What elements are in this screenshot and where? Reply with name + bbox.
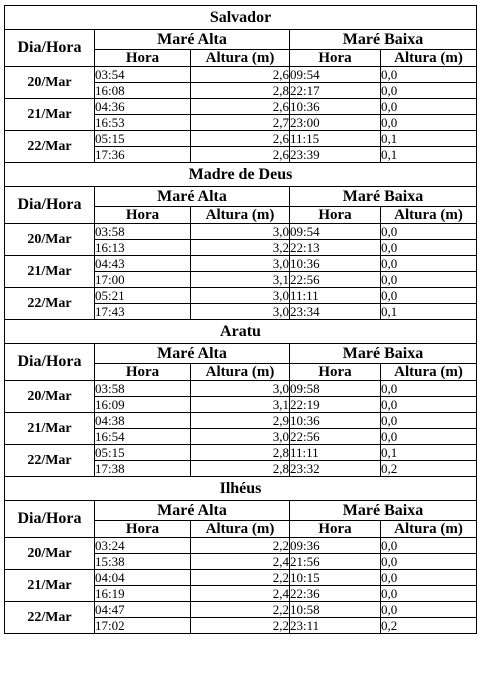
hora-alta-cell: 16:13: [95, 240, 191, 256]
altura-alta-header: Altura (m): [191, 50, 290, 67]
station-title: Madre de Deus: [5, 163, 477, 187]
table-row: [5, 413, 477, 429]
date-cell: 22/Mar: [5, 131, 95, 163]
mare-alta-header: Maré Alta: [95, 30, 290, 50]
hora-alta-cell: 04:38: [95, 413, 191, 429]
hora-alta-cell: 04:43: [95, 256, 191, 272]
altura-baixa-cell: 0,0: [381, 83, 477, 99]
table-row: [5, 381, 477, 397]
altura-alta-cell: 3,1: [191, 397, 290, 413]
mare-baixa-header: Maré Baixa: [290, 187, 477, 207]
hora-alta-cell: 16:53: [95, 115, 191, 131]
hora-baixa-cell: 09:58: [290, 381, 381, 397]
dia-hora-header: Dia/Hora: [5, 501, 95, 538]
station-title: Salvador: [5, 6, 477, 30]
altura-alta-cell: 3,0: [191, 288, 290, 304]
table-row: [5, 538, 477, 554]
hora-alta-cell: 17:00: [95, 272, 191, 288]
hora-baixa-cell: 23:00: [290, 115, 381, 131]
altura-baixa-header: Altura (m): [381, 521, 477, 538]
table-row: [5, 570, 477, 586]
group-header-row: [5, 344, 477, 364]
hora-alta-cell: 05:15: [95, 131, 191, 147]
altura-alta-cell: 2,8: [191, 445, 290, 461]
station-title-row: [5, 320, 477, 344]
altura-alta-cell: 3,2: [191, 240, 290, 256]
hora-alta-cell: 16:08: [95, 83, 191, 99]
hora-alta-cell: 03:24: [95, 538, 191, 554]
date-cell: 22/Mar: [5, 445, 95, 477]
hora-baixa-cell: 22:17: [290, 83, 381, 99]
hora-alta-cell: 17:43: [95, 304, 191, 320]
hora-baixa-header: Hora: [290, 521, 381, 538]
altura-alta-cell: 2,2: [191, 538, 290, 554]
altura-alta-cell: 2,4: [191, 586, 290, 602]
altura-baixa-cell: 0,0: [381, 240, 477, 256]
hora-baixa-cell: 10:36: [290, 413, 381, 429]
altura-alta-cell: 2,8: [191, 461, 290, 477]
altura-baixa-cell: 0,2: [381, 461, 477, 477]
altura-baixa-cell: 0,0: [381, 99, 477, 115]
altura-baixa-header: Altura (m): [381, 207, 477, 224]
altura-baixa-cell: 0,0: [381, 397, 477, 413]
altura-baixa-cell: 0,0: [381, 602, 477, 618]
altura-baixa-cell: 0,2: [381, 618, 477, 634]
table-row: [5, 445, 477, 461]
table-row: [5, 256, 477, 272]
dia-hora-header: Dia/Hora: [5, 344, 95, 381]
hora-alta-cell: 05:15: [95, 445, 191, 461]
altura-baixa-cell: 0,1: [381, 445, 477, 461]
station-title: Ilhéus: [5, 477, 477, 501]
altura-alta-cell: 2,4: [191, 554, 290, 570]
hora-baixa-cell: 09:54: [290, 224, 381, 240]
dia-hora-header: Dia/Hora: [5, 187, 95, 224]
hora-baixa-cell: 10:36: [290, 256, 381, 272]
mare-alta-header: Maré Alta: [95, 187, 290, 207]
altura-alta-cell: 2,6: [191, 131, 290, 147]
altura-alta-cell: 3,0: [191, 304, 290, 320]
altura-alta-cell: 3,0: [191, 381, 290, 397]
hora-baixa-cell: 22:56: [290, 429, 381, 445]
date-cell: 22/Mar: [5, 602, 95, 634]
hora-alta-cell: 17:02: [95, 618, 191, 634]
hora-baixa-header: Hora: [290, 364, 381, 381]
hora-baixa-cell: 09:36: [290, 538, 381, 554]
altura-baixa-cell: 0,0: [381, 224, 477, 240]
hora-baixa-cell: 22:56: [290, 272, 381, 288]
altura-alta-cell: 2,6: [191, 67, 290, 83]
table-row: [5, 602, 477, 618]
altura-baixa-cell: 0,0: [381, 115, 477, 131]
altura-alta-cell: 2,6: [191, 99, 290, 115]
hora-alta-header: Hora: [95, 521, 191, 538]
hora-baixa-cell: 10:36: [290, 99, 381, 115]
hora-alta-cell: 04:04: [95, 570, 191, 586]
mare-baixa-header: Maré Baixa: [290, 344, 477, 364]
altura-baixa-cell: 0,0: [381, 538, 477, 554]
altura-baixa-cell: 0,0: [381, 256, 477, 272]
altura-alta-cell: 3,0: [191, 224, 290, 240]
altura-baixa-cell: 0,0: [381, 272, 477, 288]
altura-baixa-cell: 0,0: [381, 429, 477, 445]
mare-alta-header: Maré Alta: [95, 501, 290, 521]
hora-alta-cell: 05:21: [95, 288, 191, 304]
hora-baixa-cell: 10:58: [290, 602, 381, 618]
table-row: [5, 224, 477, 240]
altura-alta-cell: 3,0: [191, 256, 290, 272]
hora-baixa-cell: 22:13: [290, 240, 381, 256]
hora-baixa-cell: 21:56: [290, 554, 381, 570]
group-header-row: [5, 501, 477, 521]
date-cell: 20/Mar: [5, 381, 95, 413]
date-cell: 22/Mar: [5, 288, 95, 320]
hora-baixa-cell: 23:34: [290, 304, 381, 320]
station-title-row: [5, 6, 477, 30]
mare-baixa-header: Maré Baixa: [290, 501, 477, 521]
altura-baixa-cell: 0,0: [381, 381, 477, 397]
tide-table-body: [5, 6, 477, 634]
altura-baixa-header: Altura (m): [381, 50, 477, 67]
table-row: [5, 99, 477, 115]
altura-baixa-cell: 0,1: [381, 131, 477, 147]
hora-alta-header: Hora: [95, 50, 191, 67]
mare-alta-header: Maré Alta: [95, 344, 290, 364]
date-cell: 20/Mar: [5, 67, 95, 99]
hora-alta-header: Hora: [95, 364, 191, 381]
hora-alta-cell: 03:54: [95, 67, 191, 83]
altura-alta-cell: 2,9: [191, 413, 290, 429]
hora-baixa-cell: 09:54: [290, 67, 381, 83]
hora-baixa-header: Hora: [290, 50, 381, 67]
altura-alta-cell: 2,7: [191, 115, 290, 131]
altura-alta-header: Altura (m): [191, 207, 290, 224]
date-cell: 21/Mar: [5, 99, 95, 131]
station-title-row: [5, 477, 477, 501]
altura-baixa-cell: 0,0: [381, 413, 477, 429]
hora-alta-cell: 03:58: [95, 381, 191, 397]
hora-baixa-cell: 22:36: [290, 586, 381, 602]
hora-baixa-cell: 11:11: [290, 445, 381, 461]
date-cell: 21/Mar: [5, 570, 95, 602]
dia-hora-header: Dia/Hora: [5, 30, 95, 67]
hora-baixa-cell: 11:11: [290, 288, 381, 304]
altura-baixa-header: Altura (m): [381, 364, 477, 381]
altura-baixa-cell: 0,0: [381, 67, 477, 83]
hora-alta-cell: 16:54: [95, 429, 191, 445]
altura-alta-cell: 2,8: [191, 83, 290, 99]
hora-baixa-cell: 23:39: [290, 147, 381, 163]
altura-baixa-cell: 0,0: [381, 288, 477, 304]
table-row: [5, 288, 477, 304]
hora-alta-cell: 03:58: [95, 224, 191, 240]
hora-alta-cell: 17:38: [95, 461, 191, 477]
altura-alta-cell: 2,2: [191, 618, 290, 634]
group-header-row: [5, 30, 477, 50]
altura-alta-header: Altura (m): [191, 521, 290, 538]
hora-alta-cell: 04:47: [95, 602, 191, 618]
hora-alta-cell: 16:09: [95, 397, 191, 413]
date-cell: 21/Mar: [5, 413, 95, 445]
hora-alta-cell: 16:19: [95, 586, 191, 602]
date-cell: 20/Mar: [5, 224, 95, 256]
station-title: Aratu: [5, 320, 477, 344]
hora-alta-cell: 15:38: [95, 554, 191, 570]
altura-alta-cell: 3,1: [191, 272, 290, 288]
altura-alta-cell: 3,0: [191, 429, 290, 445]
mare-baixa-header: Maré Baixa: [290, 30, 477, 50]
table-row: [5, 131, 477, 147]
date-cell: 20/Mar: [5, 538, 95, 570]
hora-baixa-header: Hora: [290, 207, 381, 224]
hora-baixa-cell: 23:32: [290, 461, 381, 477]
date-cell: 21/Mar: [5, 256, 95, 288]
table-row: [5, 67, 477, 83]
altura-baixa-cell: 0,1: [381, 304, 477, 320]
altura-baixa-cell: 0,1: [381, 147, 477, 163]
altura-baixa-cell: 0,0: [381, 570, 477, 586]
hora-baixa-cell: 22:19: [290, 397, 381, 413]
hora-baixa-cell: 23:11: [290, 618, 381, 634]
tide-table: [4, 5, 477, 634]
altura-alta-cell: 2,6: [191, 147, 290, 163]
altura-baixa-cell: 0,0: [381, 554, 477, 570]
altura-alta-cell: 2,2: [191, 570, 290, 586]
station-title-row: [5, 163, 477, 187]
altura-baixa-cell: 0,0: [381, 586, 477, 602]
hora-alta-cell: 17:36: [95, 147, 191, 163]
group-header-row: [5, 187, 477, 207]
altura-alta-cell: 2,2: [191, 602, 290, 618]
altura-alta-header: Altura (m): [191, 364, 290, 381]
hora-alta-header: Hora: [95, 207, 191, 224]
hora-alta-cell: 04:36: [95, 99, 191, 115]
hora-baixa-cell: 10:15: [290, 570, 381, 586]
hora-baixa-cell: 11:15: [290, 131, 381, 147]
